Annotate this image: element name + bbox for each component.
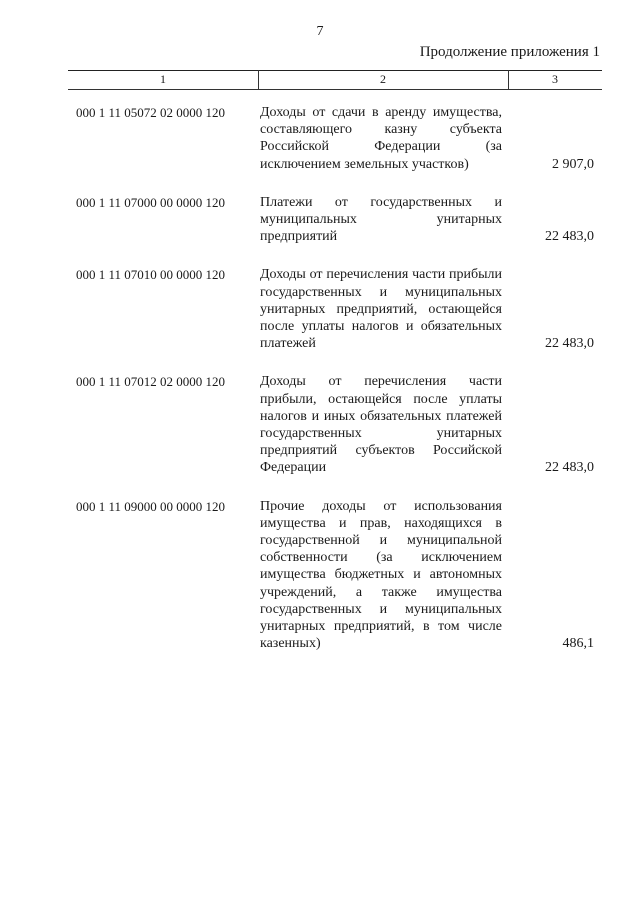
row-code: 000 1 11 07012 02 0000 120 xyxy=(76,374,226,390)
row-amount: 22 483,0 xyxy=(545,460,594,476)
row-code: 000 1 11 05072 02 0000 120 xyxy=(76,105,226,120)
row-description: Платежи от государственных и муниципальных унитарных предприятий xyxy=(260,194,502,245)
continuation-label: Продолжение приложения 1 xyxy=(419,44,600,60)
row-description: Доходы от перечисления части прибыли, остающейся после уплаты налогов и иных обязательных платежей государственных унитарных предприятий субъектов Российской Федерации xyxy=(260,374,502,476)
row-code: 000 1 11 09000 00 0000 120 xyxy=(76,498,226,514)
header-col-1: 1 xyxy=(160,72,166,86)
row-description: Прочие доходы от использования имущества и прав, находящихся в государственной и муниципальной собственности (за исключением имущества бюджетных и автономных учреждений, а также имущества государственных и муниципальных унитарных предприятий, в том числе казенных) xyxy=(260,498,502,652)
row-code: 000 1 11 07000 00 0000 120 xyxy=(76,194,226,210)
row-amount: 486,1 xyxy=(562,636,594,652)
row-amount: 22 483,0 xyxy=(545,229,594,245)
table-row xyxy=(0,104,640,173)
header-top-rule xyxy=(68,70,602,71)
row-description: Доходы от перечисления части прибыли государственных и муниципальных унитарных предприятий, остающейся после уплаты налогов и обязательных платежей xyxy=(260,267,502,352)
table-header xyxy=(68,70,602,90)
table-row xyxy=(0,266,640,352)
table-row xyxy=(0,194,640,246)
page-number: 7 xyxy=(316,24,324,39)
header-bottom-rule xyxy=(68,89,602,90)
row-description: Доходы от сдачи в аренду имущества, составляющего казну субъекта Российской Федерации (за исключением земельных участков) xyxy=(260,105,502,172)
table-body xyxy=(0,104,640,673)
row-amount: 2 907,0 xyxy=(552,156,594,172)
table-row xyxy=(0,498,640,653)
header-col-2: 2 xyxy=(380,72,386,86)
row-code: 000 1 11 07010 00 0000 120 xyxy=(76,267,226,283)
row-amount: 22 483,0 xyxy=(545,336,594,352)
header-col-3: 3 xyxy=(552,72,558,86)
table-row xyxy=(0,373,640,476)
